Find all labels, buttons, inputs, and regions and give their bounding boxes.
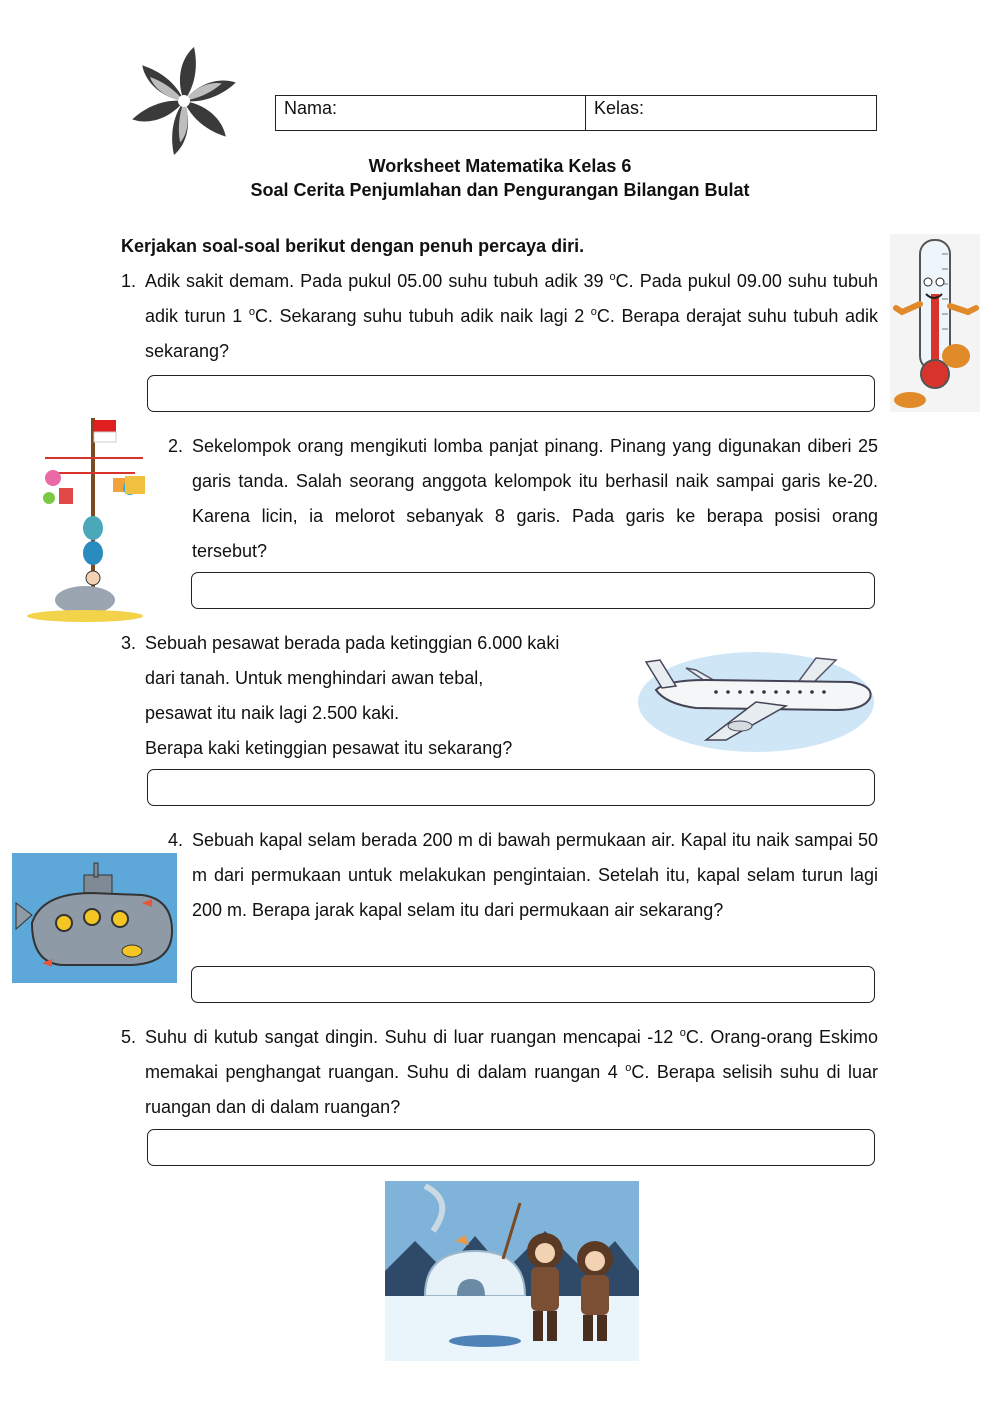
question-text: Suhu di kutub sangat dingin. Suhu di luar ruangan mencapai -12 $^o$C. Orang-orang Eskimo memakai penghangat ruangan. Suhu di dalam ruangan 4 $^o$C. Berapa selisih suhu di luar ruangan dan di dalam ruangan? [145, 1027, 878, 1117]
answer-box-3[interactable] [147, 769, 875, 806]
question-5 [121, 1020, 878, 1125]
question-text: Adik sakit demam. Pada pukul 05.00 suhu tubuh adik 39 $^o$C. Pada pukul 09.00 suhu tubuh adik turun 1 $^o$C. Sekarang suhu tubuh adik naik lagi 2 $^o$C. Berapa derajat suhu tubuh adik sekarang? [145, 271, 879, 361]
answer-box-2[interactable] [191, 572, 875, 609]
question-4 [168, 823, 878, 928]
question-number: 4. [168, 830, 184, 850]
question-text: Sekelompok orang mengikuti lomba panjat pinang. Pinang yang digunakan diberi 25 garis tanda. Salah seorang anggota kelompok itu berhasil naik sampai garis ke-20. Karena licin, ia melorot sebanyak 8 garis. Pada garis ke berapa posisi orang tersebut? [192, 436, 878, 561]
name-field[interactable] [276, 96, 586, 130]
question-number: 2. [168, 436, 184, 456]
airplane-icon [636, 640, 876, 758]
eskimo-igloo-icon [385, 1181, 639, 1361]
name-label: Nama: [284, 98, 338, 118]
question-2 [168, 429, 878, 569]
submarine-icon [12, 853, 177, 983]
question-3 [121, 626, 621, 766]
question-text: Sebuah kapal selam berada 200 m di bawah permukaan air. Kapal itu naik sampai 50 m dari permukaan untuk melakukan pengintaian. Setelah itu, kapal selam turun lagi 200 m. Berapa jarak kapal selam itu dari permukaan air sekarang? [192, 830, 878, 920]
answer-box-4[interactable] [191, 966, 875, 1003]
question-text: Sebuah pesawat berada pada ketinggian 6.000 kaki dari tanah. Untuk menghindari awan tebal, pesawat itu naik lagi 2.500 kaki. Berapa kaki ketinggian pesawat itu sekarang? [145, 633, 560, 758]
answer-box-1[interactable] [147, 375, 875, 412]
class-field[interactable] [586, 96, 652, 130]
worksheet-subtitle: Soal Cerita Penjumlahan dan Pengurangan Bilangan Bulat [250, 180, 750, 200]
class-label: Kelas: [594, 98, 645, 118]
answer-box-5[interactable] [147, 1129, 875, 1166]
flower-logo-icon [120, 45, 248, 157]
instruction: Kerjakan soal-soal berikut dengan penuh percaya diri. [121, 236, 585, 256]
worksheet-title: Worksheet Matematika Kelas 6 [368, 156, 632, 176]
panjat-pinang-cartoon-icon [25, 418, 150, 623]
question-number: 1. [121, 271, 137, 291]
question-number: 5. [121, 1027, 137, 1047]
question-number: 3. [121, 633, 137, 653]
question-1 [121, 264, 878, 369]
thermometer-cartoon-icon [890, 234, 980, 412]
student-info-box [275, 95, 877, 131]
